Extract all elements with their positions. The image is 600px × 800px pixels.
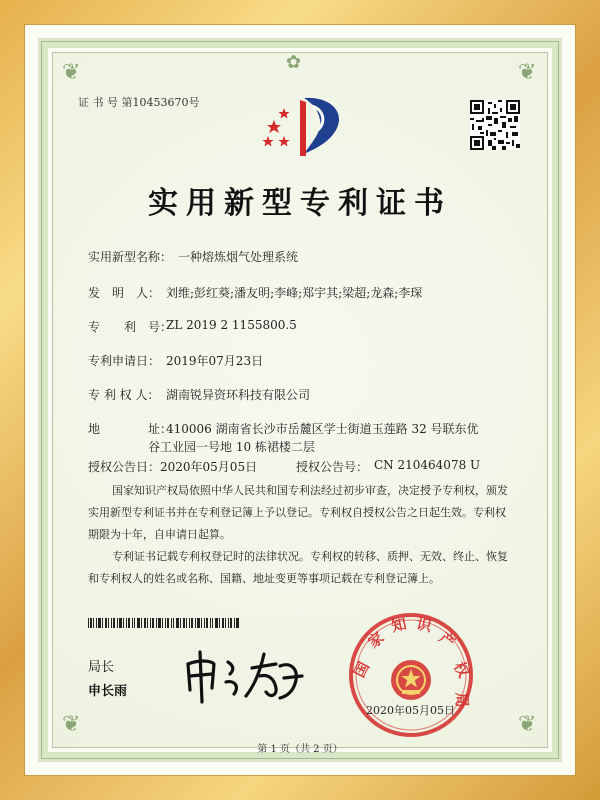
certificate-number: 证 书 号 第10453670号	[78, 96, 200, 109]
field-patentee-label: 专 利 权 人：	[88, 388, 160, 402]
field-grant-no-value: CN 210464078 U	[374, 458, 481, 472]
director-title: 局长	[88, 660, 115, 675]
body-paragraph-1: 国家知识产权局依照中华人民共和国专利法经过初步审查，决定授予专利权，颁发实用新型专利证书并在专利登记簿上予以登记。专利权自授权公告之日起生效。专利权期限为十年，自申请日起算。	[88, 484, 508, 541]
cnipa-logo-icon	[260, 92, 350, 162]
field-address-line2: 谷工业园一号地 10 栋裙楼二层	[148, 440, 315, 454]
barcode-icon	[88, 618, 240, 628]
corner-ornament-icon: ❦	[62, 60, 81, 85]
svg-text:产: 产	[435, 628, 459, 652]
page-number: 第 1 页（共 2 页）	[257, 744, 343, 755]
field-inventors-value: 刘维;彭红葵;潘友明;李峰;郑宇其;梁超;龙森;李琛	[166, 286, 423, 300]
field-grant-date-value: 2020年05月05日	[160, 460, 258, 474]
svg-text:知: 知	[389, 614, 409, 636]
handwritten-signature	[180, 646, 310, 706]
certificate-title: 实用新型专利证书	[148, 186, 452, 221]
national-emblem-icon	[391, 660, 431, 700]
field-name-label: 实用新型名称：	[88, 250, 173, 264]
field-patentee-value: 湖南锐异资环科技有限公司	[166, 388, 311, 402]
field-filing-date-value: 2019年07月23日	[166, 354, 264, 368]
field-grant-date-label: 授权公告日：	[88, 460, 161, 474]
corner-ornament-icon: ❦	[518, 60, 537, 85]
svg-text:家: 家	[364, 628, 388, 652]
official-seal-icon	[346, 610, 476, 740]
seal-date: 2020年05月05日	[366, 704, 455, 717]
field-filing-date-label: 专利申请日：	[88, 354, 161, 368]
qr-code-icon	[470, 100, 520, 150]
director-name: 申长雨	[88, 684, 128, 699]
field-address-line1: 410006 湖南省长沙市岳麓区学士街道玉莲路 32 号联东优	[166, 422, 479, 436]
field-name-value: 一种熔炼烟气处理系统	[178, 250, 299, 264]
field-patent-no-label: 专 利 号：	[88, 320, 173, 334]
top-ornament-icon: ✿	[286, 52, 302, 73]
corner-ornament-icon: ❦	[518, 712, 537, 737]
svg-text:国: 国	[350, 658, 374, 681]
field-patent-no-value: ZL 2019 2 1155800.5	[166, 318, 297, 332]
svg-text:局: 局	[453, 692, 471, 708]
body-paragraph-2: 专利证书记载专利权登记时的法律状况。专利权的转移、质押、无效、终止、恢复和专利权人的姓名或名称、国籍、地址变更等事项记载在专利登记簿上。	[88, 550, 508, 585]
corner-ornament-icon: ❦	[62, 712, 81, 737]
svg-text:权: 权	[449, 658, 473, 681]
field-inventors-label: 发 明 人：	[88, 286, 161, 300]
field-address-label: 地 址：	[88, 422, 173, 436]
svg-text:识: 识	[414, 614, 434, 636]
field-grant-no-label: 授权公告号：	[296, 460, 369, 474]
